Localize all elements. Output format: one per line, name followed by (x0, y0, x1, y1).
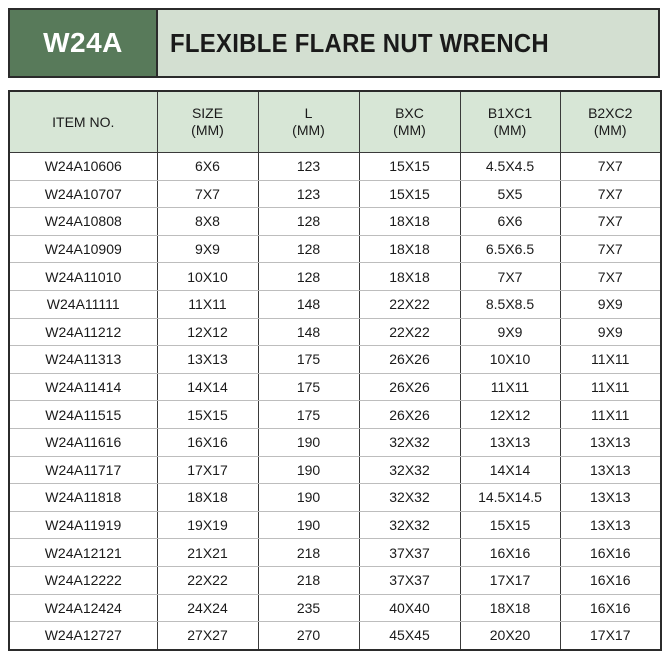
cell-size: 21X21 (157, 539, 258, 567)
cell-size: 24X24 (157, 594, 258, 622)
cell-item-no: W24A11010 (9, 263, 157, 291)
table-row (9, 208, 661, 236)
table-row (9, 290, 661, 318)
table-row (9, 401, 661, 429)
cell-bxc: 22X22 (359, 290, 460, 318)
cell-bxc: 40X40 (359, 594, 460, 622)
cell-size: 17X17 (157, 456, 258, 484)
col-header-unit: (MM) (493, 122, 527, 138)
table-row (9, 622, 661, 650)
cell-size: 14X14 (157, 373, 258, 401)
table-row (9, 428, 661, 456)
cell-item-no: W24A12727 (9, 622, 157, 650)
col-header-label: B2XC2 (588, 105, 633, 121)
cell-l: 190 (258, 428, 359, 456)
cell-b1xc1: 14.5X14.5 (460, 484, 560, 512)
cell-item-no: W24A12424 (9, 594, 157, 622)
cell-b1xc1: 16X16 (460, 539, 560, 567)
cell-l: 128 (258, 235, 359, 263)
cell-b2xc2: 7X7 (560, 235, 661, 263)
cell-l: 190 (258, 456, 359, 484)
cell-b1xc1: 4.5X4.5 (460, 153, 560, 181)
cell-b1xc1: 5X5 (460, 180, 560, 208)
cell-b2xc2: 11X11 (560, 401, 661, 429)
cell-size: 10X10 (157, 263, 258, 291)
cell-bxc: 32X32 (359, 428, 460, 456)
cell-item-no: W24A11515 (9, 401, 157, 429)
table-row (9, 484, 661, 512)
table-row (9, 539, 661, 567)
table-row (9, 456, 661, 484)
col-header-unit: (MM) (191, 122, 224, 138)
cell-l: 175 (258, 401, 359, 429)
col-header-unit: (MM) (393, 122, 426, 138)
col-header-unit: (MM) (292, 122, 325, 138)
cell-b2xc2: 7X7 (560, 263, 661, 291)
product-code: W24A (43, 27, 123, 58)
cell-bxc: 37X37 (359, 539, 460, 567)
cell-bxc: 45X45 (359, 622, 460, 650)
cell-l: 235 (258, 594, 359, 622)
cell-b2xc2: 13X13 (560, 456, 661, 484)
cell-b1xc1: 7X7 (460, 263, 560, 291)
cell-l: 175 (258, 373, 359, 401)
cell-bxc: 18X18 (359, 235, 460, 263)
col-header-unit: (MM) (593, 122, 627, 138)
cell-b1xc1: 9X9 (460, 318, 560, 346)
cell-item-no: W24A10606 (9, 153, 157, 181)
cell-l: 270 (258, 622, 359, 650)
cell-b2xc2: 16X16 (560, 539, 661, 567)
cell-b2xc2: 13X13 (560, 484, 661, 512)
cell-size: 12X12 (157, 318, 258, 346)
cell-bxc: 15X15 (359, 153, 460, 181)
cell-l: 128 (258, 208, 359, 236)
col-header-label: SIZE (191, 105, 224, 121)
cell-b2xc2: 11X11 (560, 346, 661, 374)
table-row (9, 153, 661, 181)
cell-item-no: W24A11313 (9, 346, 157, 374)
cell-b1xc1: 17X17 (460, 566, 560, 594)
cell-size: 11X11 (157, 290, 258, 318)
cell-bxc: 32X32 (359, 484, 460, 512)
cell-b1xc1: 8.5X8.5 (460, 290, 560, 318)
spec-table (8, 90, 662, 651)
table-row (9, 594, 661, 622)
table-row (9, 373, 661, 401)
cell-b1xc1: 15X15 (460, 511, 560, 539)
cell-item-no: W24A10707 (9, 180, 157, 208)
cell-b1xc1: 20X20 (460, 622, 560, 650)
cell-bxc: 18X18 (359, 263, 460, 291)
cell-b2xc2: 13X13 (560, 511, 661, 539)
col-header-label: L (304, 105, 313, 121)
cell-b1xc1: 14X14 (460, 456, 560, 484)
table-row (9, 346, 661, 374)
cell-b2xc2: 16X16 (560, 566, 661, 594)
cell-b2xc2: 9X9 (560, 290, 661, 318)
col-header-label: BXC (395, 105, 424, 121)
cell-b2xc2: 17X17 (560, 622, 661, 650)
cell-l: 148 (258, 318, 359, 346)
cell-bxc: 15X15 (359, 180, 460, 208)
cell-bxc: 26X26 (359, 346, 460, 374)
product-title-box (158, 10, 658, 76)
cell-bxc: 18X18 (359, 208, 460, 236)
table-row (9, 180, 661, 208)
col-header-item-no (9, 91, 157, 153)
cell-size: 6X6 (157, 153, 258, 181)
cell-bxc: 22X22 (359, 318, 460, 346)
col-header-b2xc2 (560, 91, 661, 153)
cell-size: 7X7 (157, 180, 258, 208)
table-row (9, 566, 661, 594)
cell-item-no: W24A11212 (9, 318, 157, 346)
cell-size: 16X16 (157, 428, 258, 456)
cell-size: 19X19 (157, 511, 258, 539)
cell-b2xc2: 7X7 (560, 153, 661, 181)
cell-b2xc2: 7X7 (560, 208, 661, 236)
cell-l: 128 (258, 263, 359, 291)
cell-size: 13X13 (157, 346, 258, 374)
col-header-size (157, 91, 258, 153)
cell-l: 190 (258, 511, 359, 539)
cell-item-no: W24A11616 (9, 428, 157, 456)
cell-item-no: W24A11111 (9, 290, 157, 318)
cell-l: 190 (258, 484, 359, 512)
product-title: FLEXIBLE FLARE NUT WRENCH (170, 27, 549, 58)
col-header-bxc (359, 91, 460, 153)
cell-item-no: W24A12222 (9, 566, 157, 594)
cell-l: 175 (258, 346, 359, 374)
cell-b2xc2: 11X11 (560, 373, 661, 401)
spec-table-body (9, 153, 661, 650)
col-header-label: ITEM NO. (52, 113, 115, 130)
cell-b2xc2: 16X16 (560, 594, 661, 622)
cell-bxc: 26X26 (359, 373, 460, 401)
product-code-box (10, 10, 158, 76)
cell-size: 15X15 (157, 401, 258, 429)
cell-item-no: W24A11414 (9, 373, 157, 401)
cell-item-no: W24A11818 (9, 484, 157, 512)
cell-size: 18X18 (157, 484, 258, 512)
cell-item-no: W24A11717 (9, 456, 157, 484)
cell-l: 123 (258, 153, 359, 181)
product-header (8, 8, 660, 78)
table-row (9, 511, 661, 539)
cell-bxc: 32X32 (359, 511, 460, 539)
cell-item-no: W24A12121 (9, 539, 157, 567)
cell-b1xc1: 18X18 (460, 594, 560, 622)
cell-bxc: 26X26 (359, 401, 460, 429)
table-row (9, 318, 661, 346)
cell-size: 8X8 (157, 208, 258, 236)
cell-bxc: 37X37 (359, 566, 460, 594)
table-row (9, 235, 661, 263)
cell-b1xc1: 11X11 (460, 373, 560, 401)
col-header-l (258, 91, 359, 153)
table-row (9, 263, 661, 291)
cell-l: 218 (258, 566, 359, 594)
cell-size: 22X22 (157, 566, 258, 594)
cell-l: 123 (258, 180, 359, 208)
cell-b1xc1: 10X10 (460, 346, 560, 374)
cell-b1xc1: 6X6 (460, 208, 560, 236)
cell-bxc: 32X32 (359, 456, 460, 484)
cell-b2xc2: 9X9 (560, 318, 661, 346)
cell-item-no: W24A10808 (9, 208, 157, 236)
cell-b1xc1: 13X13 (460, 428, 560, 456)
cell-b1xc1: 12X12 (460, 401, 560, 429)
cell-item-no: W24A10909 (9, 235, 157, 263)
cell-b2xc2: 13X13 (560, 428, 661, 456)
cell-size: 9X9 (157, 235, 258, 263)
cell-l: 148 (258, 290, 359, 318)
col-header-b1xc1 (460, 91, 560, 153)
cell-l: 218 (258, 539, 359, 567)
table-header-row (9, 91, 661, 153)
cell-item-no: W24A11919 (9, 511, 157, 539)
col-header-label: B1XC1 (487, 105, 533, 121)
cell-b2xc2: 7X7 (560, 180, 661, 208)
cell-size: 27X27 (157, 622, 258, 650)
cell-b1xc1: 6.5X6.5 (460, 235, 560, 263)
